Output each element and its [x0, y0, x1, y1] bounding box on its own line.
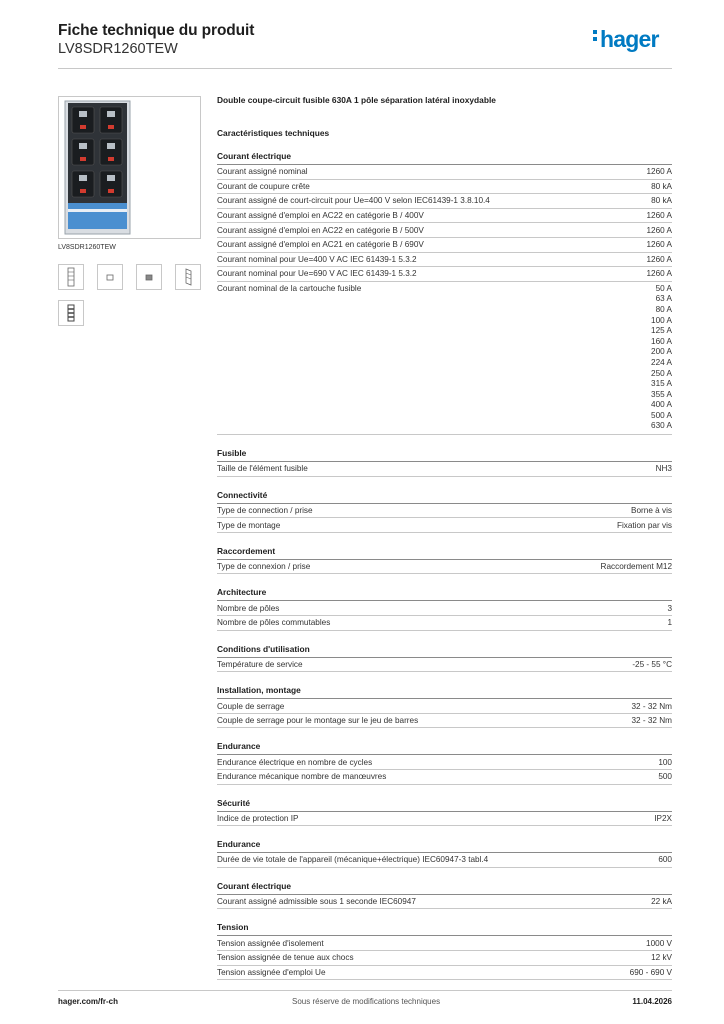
spec-value: Raccordement M12 [600, 562, 672, 572]
spec-row [217, 223, 672, 238]
characteristics-heading: Caractéristiques techniques [217, 128, 330, 138]
spec-value: 80 kA [651, 181, 672, 191]
perspective-view-icon [179, 267, 197, 287]
spec-row [217, 770, 672, 785]
page-header [58, 22, 254, 57]
spec-value: 100 [658, 757, 672, 767]
spec-label: Courant de coupure crête [217, 181, 310, 191]
section-title: Architecture [217, 587, 672, 601]
thumbnail-front[interactable] [58, 264, 84, 290]
spec-row [217, 238, 672, 253]
spec-value: NH3 [655, 464, 672, 474]
spec-row [217, 267, 672, 282]
spec-value: 1260 A [646, 254, 672, 264]
thumbnail-dimensions[interactable] [58, 300, 84, 326]
section-title: Tension [217, 922, 672, 936]
spec-value: 32 - 32 Nm [631, 701, 672, 711]
product-reference: LV8SDR1260TEW [58, 41, 178, 57]
product-specifications [217, 95, 672, 980]
spec-row [217, 895, 672, 910]
spec-label: Endurance mécanique nombre de manœuvres [217, 772, 387, 782]
spec-label: Courant assigné d'emploi en AC22 en catégorie B / 400V [217, 211, 424, 221]
spec-label: Courant nominal de la cartouche fusible [217, 283, 362, 293]
spec-row [217, 180, 672, 195]
spec-label: Courant assigné admissible sous 1 seconde IEC60947 [217, 897, 416, 907]
spec-section [217, 798, 672, 827]
spec-value: IP2X [654, 813, 672, 823]
spec-value: 250 A [651, 368, 672, 378]
header-divider [58, 68, 672, 69]
spec-section [217, 448, 672, 477]
section-title: Sécurité [217, 798, 672, 812]
footer-date: 11.04.2026 [632, 997, 672, 1006]
spec-label: Température de service [217, 659, 303, 669]
spec-label: Endurance électrique en nombre de cycles [217, 757, 373, 767]
spec-value: 600 [658, 855, 672, 865]
spec-section [217, 741, 672, 784]
spec-label: Tension assignée de tenue aux chocs [217, 953, 354, 963]
section-title: Connectivité [217, 490, 672, 504]
spec-label: Tension assignée d'isolement [217, 938, 324, 948]
spec-row [217, 504, 672, 519]
section-title: Raccordement [217, 546, 672, 560]
footer-website[interactable]: hager.com/fr-ch [58, 997, 119, 1006]
section-title: Installation, montage [217, 685, 672, 699]
spec-label: Courant assigné d'emploi en AC22 en catégorie B / 500V [217, 225, 424, 235]
section-title: Endurance [217, 839, 672, 853]
spec-section [217, 685, 672, 728]
front-view-icon [62, 267, 80, 287]
spec-value: 100 A [651, 315, 672, 325]
spec-section [217, 922, 672, 980]
spec-section [217, 546, 672, 575]
spec-values-list [651, 284, 672, 432]
spec-label: Tension assignée d'emploi Ue [217, 967, 326, 977]
spec-value: 12 kV [651, 953, 672, 963]
spec-value: 1000 V [646, 938, 672, 948]
top-view-icon [101, 267, 119, 287]
spec-value: 125 A [651, 326, 672, 336]
side-view-icon [140, 267, 158, 287]
fuse-holder-icon [59, 97, 200, 238]
spec-value: 315 A [651, 379, 672, 389]
spec-row [217, 658, 672, 673]
spec-row [217, 253, 672, 268]
spec-value: 1260 A [646, 167, 672, 177]
section-title: Courant électrique [217, 881, 672, 895]
page-title: Fiche technique du produit [58, 22, 255, 39]
spec-value: Fixation par vis [616, 520, 672, 530]
spec-section [217, 490, 672, 533]
spec-value: 355 A [651, 389, 672, 399]
spec-value: 32 - 32 Nm [631, 716, 672, 726]
spec-row [217, 966, 672, 981]
product-description: Double coupe-circuit fusible 630A 1 pôle séparation latéral inoxydable [217, 95, 496, 105]
image-caption: LV8SDR1260TEW [58, 244, 116, 251]
spec-sections [217, 151, 672, 980]
spec-row-multi [217, 282, 672, 435]
spec-value: 1260 A [646, 225, 672, 235]
spec-value: 200 A [651, 347, 672, 357]
spec-row [217, 165, 672, 180]
spec-label: Indice de protection IP [217, 813, 299, 823]
spec-row [217, 714, 672, 729]
spec-row [217, 951, 672, 966]
section-title: Fusible [217, 448, 672, 462]
spec-label: Courant assigné nominal [217, 167, 308, 177]
spec-section [217, 587, 672, 630]
spec-value: 1260 A [646, 269, 672, 279]
spec-row [217, 812, 672, 827]
footer-divider [58, 990, 672, 991]
logo-text: hager [600, 26, 659, 52]
spec-label: Couple de serrage pour le montage sur le jeu de barres [217, 716, 419, 726]
spec-section [217, 151, 672, 435]
spec-row [217, 755, 672, 770]
spec-label: Taille de l'élément fusible [217, 464, 308, 474]
spec-section [217, 881, 672, 910]
thumbnail-perspective[interactable] [175, 264, 201, 290]
spec-row [217, 853, 672, 868]
spec-row [217, 616, 672, 631]
section-title: Conditions d'utilisation [217, 644, 672, 658]
dimension-drawing-icon [62, 303, 80, 323]
spec-value: 630 A [651, 421, 672, 431]
spec-label: Type de connection / prise [217, 505, 313, 515]
section-title: Courant électrique [217, 151, 672, 165]
spec-value: 224 A [651, 357, 672, 367]
spec-value: 80 kA [651, 196, 672, 206]
footer-notice: Sous réserve de modifications techniques [292, 997, 441, 1006]
section-title: Endurance [217, 741, 672, 755]
product-image [58, 96, 201, 239]
spec-section [217, 644, 672, 673]
spec-value: 80 A [655, 304, 672, 314]
spec-value: 50 A [655, 283, 672, 293]
hager-logo [593, 26, 659, 53]
spec-row [217, 462, 672, 477]
spec-label: Courant nominal pour Ue=400 V AC IEC 61439-1 5.3.2 [217, 254, 417, 264]
spec-value: 1 [667, 618, 672, 628]
spec-value: 1260 A [646, 240, 672, 250]
spec-label: Courant assigné d'emploi en AC21 en catégorie B / 690V [217, 240, 424, 250]
spec-value: 500 A [651, 410, 672, 420]
spec-label: Couple de serrage [217, 701, 285, 711]
spec-label: Nombre de pôles commutables [217, 618, 331, 628]
spec-value: 1260 A [646, 211, 672, 221]
thumbnail-side[interactable] [136, 264, 162, 290]
spec-value: -25 - 55 °C [632, 659, 672, 669]
spec-label: Type de montage [217, 520, 281, 530]
spec-value: Borne à vis [631, 505, 672, 515]
spec-row [217, 194, 672, 209]
logo-dots-icon [593, 27, 598, 44]
spec-row [217, 601, 672, 616]
spec-value: 400 A [651, 400, 672, 410]
spec-value: 22 kA [651, 897, 672, 907]
spec-value: 3 [667, 603, 672, 613]
spec-row [217, 560, 672, 575]
spec-label: Durée de vie totale de l'appareil (mécanique+électrique) IEC60947-3 tabl.4 [217, 855, 489, 865]
spec-label: Nombre de pôles [217, 603, 280, 613]
spec-row [217, 518, 672, 533]
spec-row [217, 936, 672, 951]
spec-row [217, 699, 672, 714]
spec-value: 500 [658, 772, 672, 782]
spec-label: Type de connexion / prise [217, 562, 311, 572]
spec-section [217, 839, 672, 868]
spec-value: 63 A [655, 294, 672, 304]
spec-row [217, 209, 672, 224]
spec-value: 160 A [651, 336, 672, 346]
spec-label: Courant assigné de court-circuit pour Ue=400 V selon IEC61439-1 3.8.10.4 [217, 196, 490, 206]
thumbnail-top[interactable] [97, 264, 123, 290]
spec-value: 690 - 690 V [629, 967, 672, 977]
spec-label: Courant nominal pour Ue=690 V AC IEC 61439-1 5.3.2 [217, 269, 417, 279]
